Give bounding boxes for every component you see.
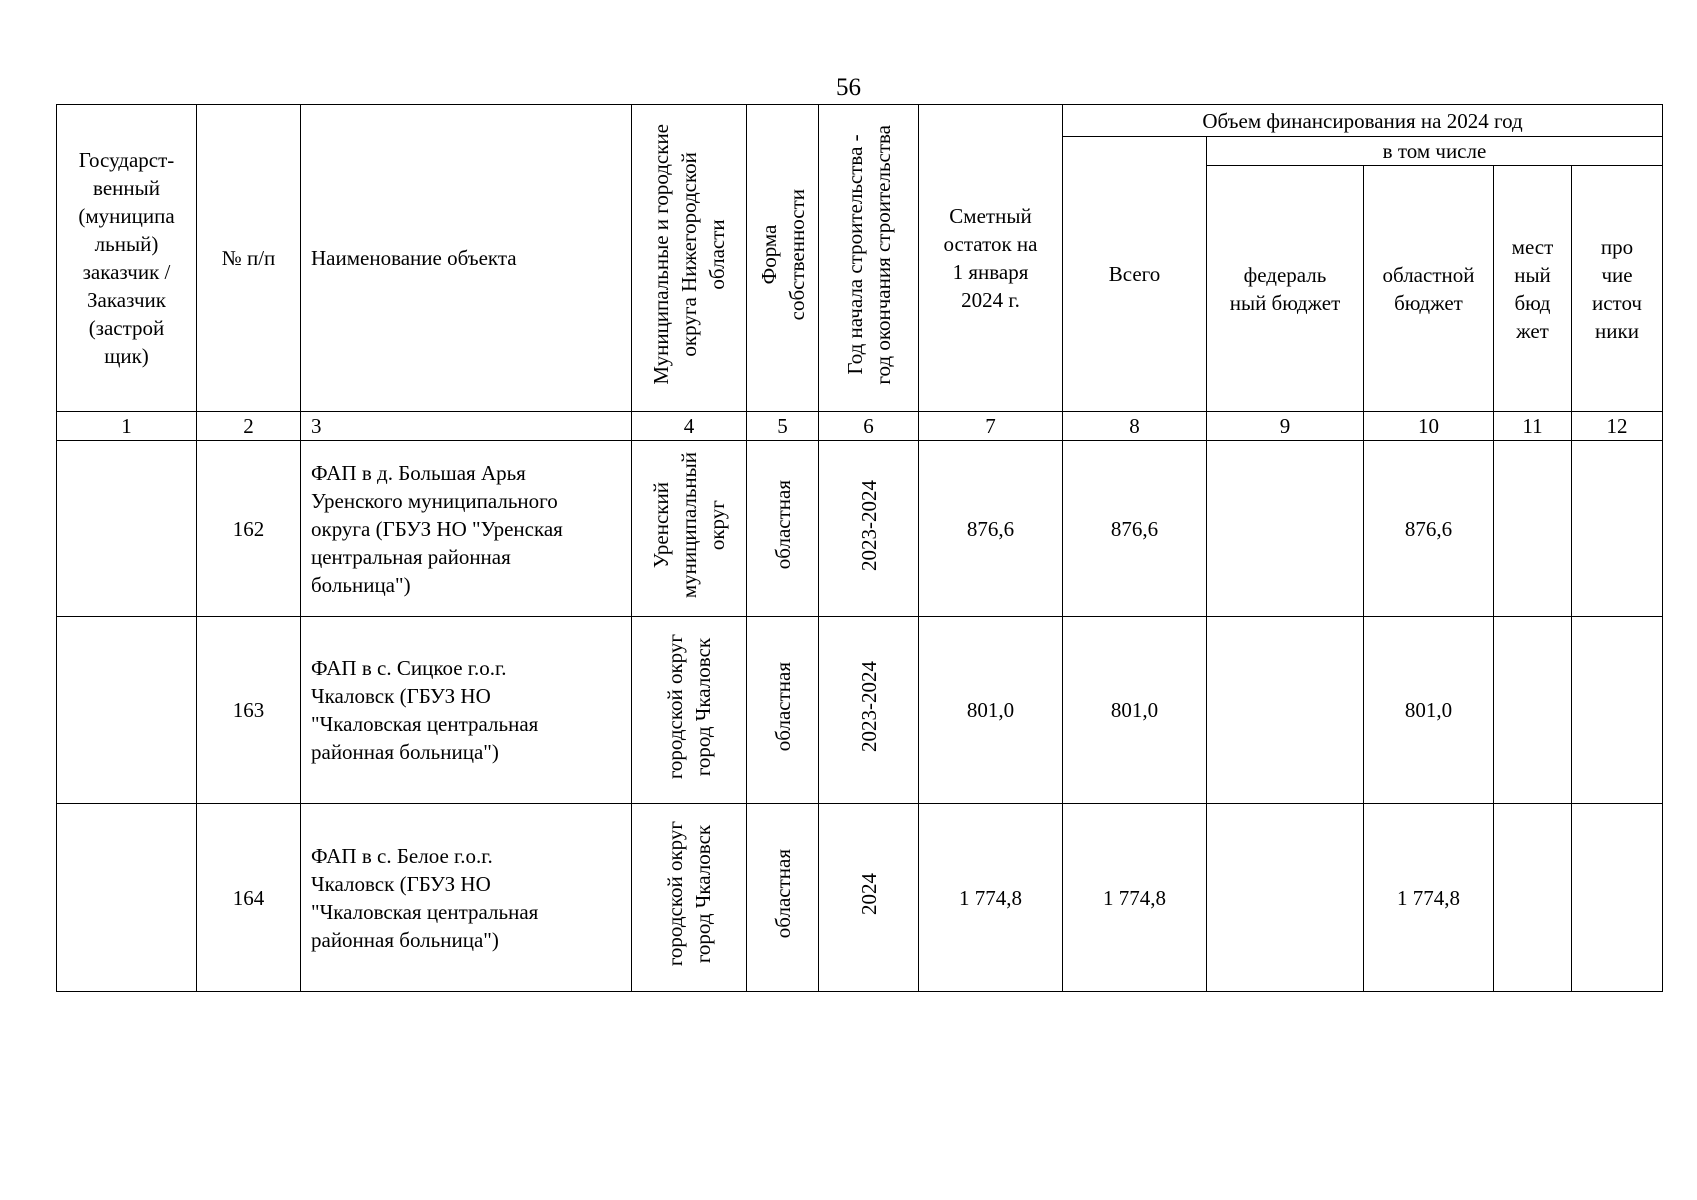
cell-total: 801,0: [1063, 617, 1207, 804]
cell-customer: [57, 617, 197, 804]
cell-municipal: городской округ город Чкаловск: [632, 617, 747, 804]
cell-balance: 801,0: [919, 617, 1063, 804]
column-number: 8: [1063, 412, 1207, 441]
cell-other: [1572, 441, 1663, 617]
cell-local: [1494, 617, 1572, 804]
cell-years: 2024: [819, 804, 919, 992]
header-including: в том числе: [1207, 137, 1663, 166]
cell-regional: 801,0: [1364, 617, 1494, 804]
cell-ownership: областная: [747, 617, 819, 804]
column-number: 4: [632, 412, 747, 441]
cell-balance: 876,6: [919, 441, 1063, 617]
header-total: Всего: [1063, 137, 1207, 412]
header-ownership: Форма собственности: [747, 105, 819, 412]
column-number: 9: [1207, 412, 1364, 441]
header-other: про чие источ ники: [1572, 166, 1663, 412]
cell-federal: [1207, 617, 1364, 804]
cell-municipal: городской округ город Чкаловск: [632, 804, 747, 992]
cell-municipal: Уренский муниципальный округ: [632, 441, 747, 617]
cell-object-name: ФАП в д. Большая Арья Уренского муниципального округа (ГБУЗ НО "Уренская центральная районная больница"): [301, 441, 632, 617]
cell-customer: [57, 441, 197, 617]
financing-table: [56, 104, 1663, 992]
cell-ownership: областная: [747, 441, 819, 617]
column-number-row: [57, 412, 1663, 441]
cell-object-name: ФАП в с. Белое г.о.г. Чкаловск (ГБУЗ НО "Чкаловская центральная районная больница"): [301, 804, 632, 992]
cell-other: [1572, 617, 1663, 804]
header-num: № п/п: [197, 105, 301, 412]
column-number: 10: [1364, 412, 1494, 441]
cell-local: [1494, 804, 1572, 992]
column-number: 3: [301, 412, 632, 441]
cell-total: 876,6: [1063, 441, 1207, 617]
column-number: 5: [747, 412, 819, 441]
cell-balance: 1 774,8: [919, 804, 1063, 992]
cell-federal: [1207, 441, 1364, 617]
header-balance: Сметный остаток на 1 января 2024 г.: [919, 105, 1063, 412]
cell-num: 162: [197, 441, 301, 617]
table-row: [57, 804, 1663, 992]
page-number: 56: [836, 74, 861, 101]
header-row-financing: [57, 105, 1663, 137]
cell-total: 1 774,8: [1063, 804, 1207, 992]
column-number: 2: [197, 412, 301, 441]
cell-federal: [1207, 804, 1364, 992]
header-financing: Объем финансирования на 2024 год: [1063, 105, 1663, 137]
cell-object-name: ФАП в с. Сицкое г.о.г. Чкаловск (ГБУЗ НО "Чкаловская центральная районная больница"): [301, 617, 632, 804]
column-number: 11: [1494, 412, 1572, 441]
header-regional: областной бюджет: [1364, 166, 1494, 412]
table-row: [57, 617, 1663, 804]
header-federal: федераль ный бюджет: [1207, 166, 1364, 412]
header-municipal: Муниципальные и городские округа Нижегородской области: [632, 105, 747, 412]
header-object-name: Наименование объекта: [301, 105, 632, 412]
cell-num: 164: [197, 804, 301, 992]
cell-local: [1494, 441, 1572, 617]
cell-regional: 876,6: [1364, 441, 1494, 617]
table-row: [57, 441, 1663, 617]
column-number: 1: [57, 412, 197, 441]
column-number: 6: [819, 412, 919, 441]
cell-regional: 1 774,8: [1364, 804, 1494, 992]
cell-customer: [57, 804, 197, 992]
cell-years: 2023-2024: [819, 441, 919, 617]
header-customer: Государст- венный (муниципа льный) заказчик / Заказчик (застрой щик): [57, 105, 197, 412]
header-local: мест ный бюд жет: [1494, 166, 1572, 412]
cell-years: 2023-2024: [819, 617, 919, 804]
column-number: 12: [1572, 412, 1663, 441]
header-years: Год начала строительства - год окончания строительства: [819, 105, 919, 412]
cell-num: 163: [197, 617, 301, 804]
column-number: 7: [919, 412, 1063, 441]
cell-other: [1572, 804, 1663, 992]
cell-ownership: областная: [747, 804, 819, 992]
